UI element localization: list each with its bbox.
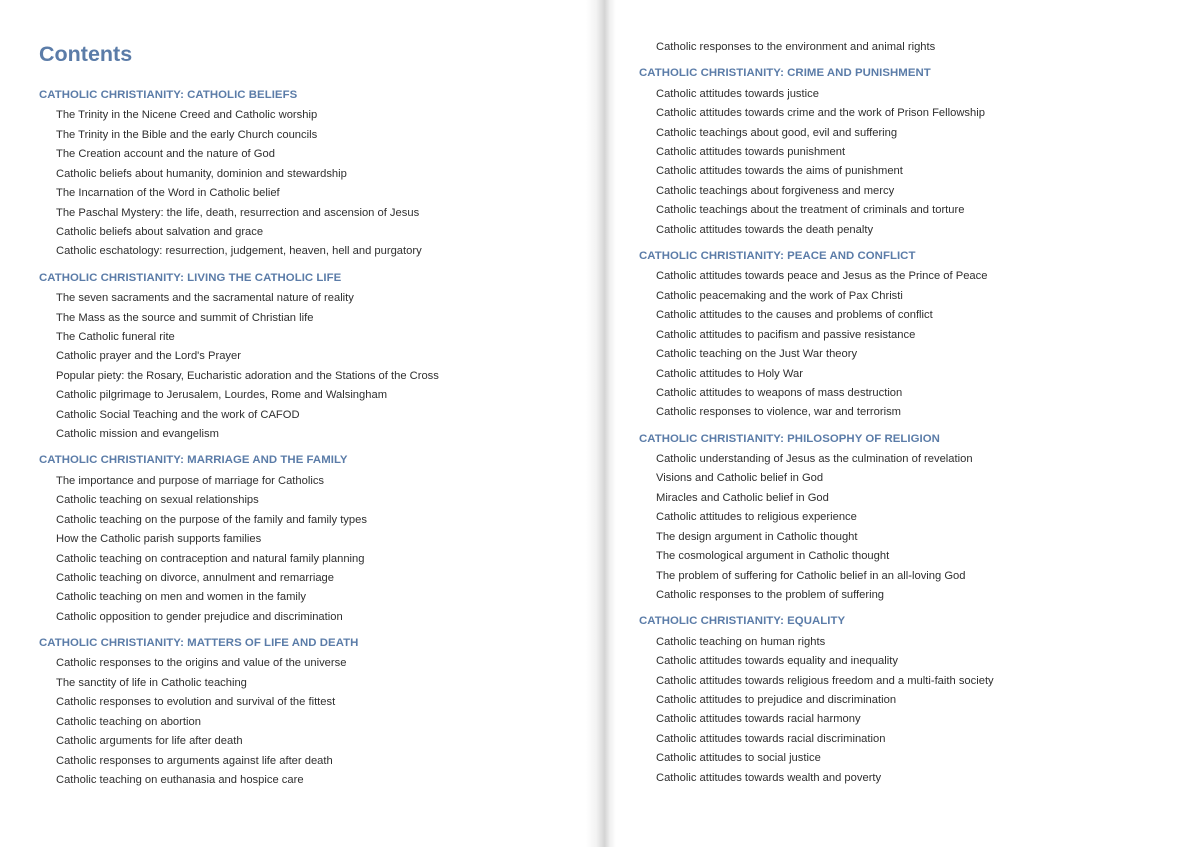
toc-item: Popular piety: the Rosary, Eucharistic adoration and the Stations of the Cross [56, 369, 439, 382]
toc-item: The design argument in Catholic thought [656, 530, 858, 543]
section-heading: CATHOLIC CHRISTIANITY: PEACE AND CONFLICT [639, 249, 916, 262]
toc-item: The cosmological argument in Catholic thought [656, 550, 890, 563]
toc-item: Catholic opposition to gender prejudice and discrimination [56, 610, 343, 623]
section-spacer [39, 445, 579, 453]
toc-item: Catholic peacemaking and the work of Pax Christi [656, 289, 903, 302]
toc-item: Catholic teaching on the Just War theory [656, 348, 858, 361]
toc-item: Catholic attitudes towards the death penalty [656, 223, 874, 236]
toc-item: Catholic attitudes to the causes and problems of conflict [656, 309, 933, 322]
left-page [39, 41, 579, 791]
page-gutter-shadow [586, 0, 616, 847]
toc-section [639, 613, 1179, 788]
toc-section [39, 87, 579, 262]
toc-item: Catholic attitudes to social justice [656, 752, 821, 765]
toc-item: Catholic attitudes to pacifism and passive resistance [656, 328, 916, 341]
toc-item: Catholic attitudes towards crime and the work of Prison Fellowship [656, 107, 985, 120]
right-sections [639, 65, 1179, 788]
toc-item: The sanctity of life in Catholic teaching [56, 676, 247, 689]
toc-item: Catholic attitudes towards racial discrimination [656, 732, 886, 745]
toc-item: Catholic responses to the origins and value of the universe [56, 657, 347, 670]
toc-item: The Trinity in the Nicene Creed and Catholic worship [56, 109, 318, 122]
section-heading: CATHOLIC CHRISTIANITY: CATHOLIC BELIEFS [39, 89, 298, 101]
toc-item: Catholic responses to the problem of suffering [656, 589, 885, 602]
section-spacer [39, 262, 579, 270]
toc-item: Catholic teaching on human rights [656, 635, 826, 648]
toc-item: How the Catholic parish supports families [56, 533, 262, 546]
toc-item: Catholic teaching on men and women in the family [56, 591, 306, 604]
toc-item: Catholic beliefs about humanity, dominion and stewardship [56, 167, 347, 180]
toc-item: Catholic teachings about the treatment of criminals and torture [656, 204, 965, 217]
toc-item-list [639, 450, 1179, 606]
section-spacer [639, 57, 1179, 65]
toc-item: Catholic eschatology: resurrection, judgement, heaven, hell and purgatory [56, 245, 422, 258]
toc-item: The Incarnation of the Word in Catholic belief [56, 187, 280, 200]
toc-item: Catholic responses to evolution and survival of the fittest [56, 696, 336, 709]
toc-item: Catholic prayer and the Lord's Prayer [56, 350, 241, 363]
toc-item: Catholic teaching on divorce, annulment and remarriage [56, 571, 334, 584]
toc-item-list [39, 289, 579, 445]
toc-item: Catholic responses to violence, war and terrorism [656, 406, 901, 419]
section-heading: CATHOLIC CHRISTIANITY: EQUALITY [639, 615, 846, 628]
toc-item: Catholic teaching on the purpose of the family and family types [56, 513, 367, 526]
section-heading: CATHOLIC CHRISTIANITY: MARRIAGE AND THE FAMILY [39, 454, 348, 467]
toc-item: Catholic attitudes to weapons of mass destruction [656, 386, 903, 399]
toc-section [639, 431, 1179, 606]
toc-item-list [39, 654, 579, 790]
toc-item: Catholic teachings about forgiveness and mercy [656, 184, 895, 197]
toc-item: The Paschal Mystery: the life, death, resurrection and ascension of Jesus [56, 206, 420, 219]
toc-section [39, 452, 579, 627]
toc-item-list [639, 267, 1179, 423]
toc-item: The Creation account and the nature of God [56, 148, 275, 161]
toc-item-list [639, 85, 1179, 241]
toc-item: Catholic attitudes towards the aims of punishment [656, 165, 903, 178]
toc-item: Catholic teaching on contraception and natural family planning [56, 552, 365, 565]
page-title: Contents [39, 42, 133, 66]
right-page [639, 38, 1179, 788]
toc-section [39, 635, 579, 790]
toc-item: Catholic beliefs about salvation and grace [56, 226, 264, 239]
section-heading: CATHOLIC CHRISTIANITY: PHILOSOPHY OF RELIGION [639, 432, 940, 445]
toc-item: Catholic teaching on sexual relationships [56, 494, 259, 507]
section-spacer [639, 240, 1179, 248]
toc-item: Catholic understanding of Jesus as the culmination of revelation [656, 453, 973, 465]
toc-item: Catholic Social Teaching and the work of CAFOD [56, 408, 300, 421]
toc-item: The importance and purpose of marriage for Catholics [56, 474, 325, 487]
toc-item: The seven sacraments and the sacramental nature of reality [56, 292, 354, 305]
toc-item: The Mass as the source and summit of Christian life [56, 311, 314, 324]
toc-item: Catholic attitudes towards justice [656, 87, 819, 100]
toc-section [39, 270, 579, 445]
toc-item: Catholic attitudes to prejudice and discrimination [656, 694, 897, 706]
section-spacer [39, 627, 579, 635]
toc-item: Catholic attitudes towards equality and inequality [656, 655, 898, 668]
toc-item: Catholic teaching on abortion [56, 715, 201, 728]
toc-section [639, 65, 1179, 240]
toc-item: Miracles and Catholic belief in God [656, 491, 829, 504]
toc-item: Catholic responses to arguments against life after death [56, 754, 333, 767]
toc-item-list [39, 472, 579, 628]
section-spacer [639, 606, 1179, 614]
toc-item: The Trinity in the Bible and the early Church councils [56, 128, 318, 141]
toc-item: Catholic mission and evangelism [56, 428, 219, 441]
toc-item: Catholic teachings about good, evil and suffering [656, 126, 898, 139]
toc-item: Catholic attitudes towards wealth and poverty [656, 771, 882, 784]
toc-item: Catholic attitudes towards peace and Jesus as the Prince of Peace [656, 270, 988, 283]
toc-item: The Catholic funeral rite [56, 330, 175, 343]
toc-item: Catholic attitudes to Holy War [656, 367, 803, 380]
toc-item: Catholic attitudes towards punishment [656, 145, 846, 158]
toc-item: Catholic attitudes to religious experience [656, 511, 857, 524]
section-heading: CATHOLIC CHRISTIANITY: LIVING THE CATHOLIC LIFE [39, 271, 342, 284]
toc-item: Catholic attitudes towards racial harmony [656, 713, 861, 726]
toc-item: Catholic arguments for life after death [56, 735, 243, 748]
toc-item: Catholic pilgrimage to Jerusalem, Lourdes, Rome and Walsingham [56, 389, 388, 402]
toc-item: Catholic attitudes towards religious freedom and a multi-faith society [656, 674, 994, 687]
section-heading: CATHOLIC CHRISTIANITY: MATTERS OF LIFE AND DEATH [39, 637, 359, 650]
toc-item: Visions and Catholic belief in God [656, 472, 824, 485]
toc-section [639, 248, 1179, 423]
toc-item-list [639, 633, 1179, 789]
section-heading: CATHOLIC CHRISTIANITY: CRIME AND PUNISHMENT [639, 67, 931, 80]
toc-item: The problem of suffering for Catholic belief in an all-loving God [656, 569, 966, 582]
continued-item: Catholic responses to the environment and animal rights [656, 41, 936, 53]
left-sections [39, 87, 579, 791]
toc-item: Catholic teaching on euthanasia and hospice care [56, 774, 304, 787]
toc-item-list [39, 106, 579, 262]
section-spacer [639, 423, 1179, 431]
